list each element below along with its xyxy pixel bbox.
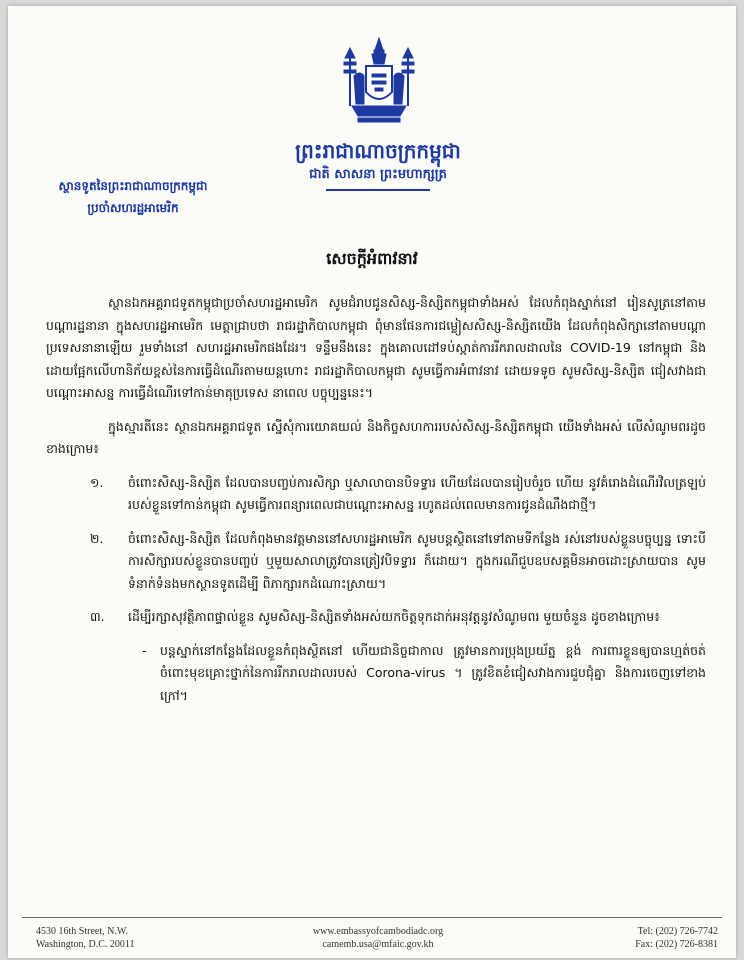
email-link[interactable]: camemb.usa@mfaic.gov.kh (322, 939, 434, 950)
item-text: ចំពោះសិស្ស-និស្សិត ដែលបានបញ្ចប់ការសិក្សា ឬសាលាបានបិទទ្វារ ហើយដែលបានរៀបចំរួច ហើយ នូវគំរោងដំណើរវិលត្រឡប់របស់ខ្លួនទៅកាន់កម្ពុជា សូមធ្វើការពន្យារពេលជាបណ្តោះអាសន្ន រហូតដល់ពេលមានការជូនដំណឹងជាថ្មី។ (128, 474, 706, 512)
bullet-text: បន្តស្នាក់នៅកន្លែងដែលខ្លួនកំពុងស្ថិតនៅ ហើយជានិច្ចជាកាល ត្រូវមានការប្រុងប្រយ័ត្ន ខ្ពង់ ការពារខ្លួនឲ្យបានហ្មត់ចត់ ចំពោះមុខគ្រោះថ្នាក់នៃការរីករាលដាលរបស់ Corona-virus ។ ត្រូវខិតខំជៀសវាងការជួបជុំគ្នា និងការចេញទៅខាងក្រៅ។ (160, 642, 706, 703)
bullet-dash: - (142, 642, 147, 658)
footer-divider (22, 917, 722, 918)
context-paragraph: ក្នុងស្មារតីនេះ ស្ថានឯកអគ្គរាជទូត ស្នើសុំការយោគយល់ និងកិច្ចសហការរបស់សិស្ស-និស្សិតកម្ពុជា យើងទាំងអស់ លើសំណូមពរដូចខាងក្រោម៖ (46, 418, 706, 456)
fax: Fax: (202) 726-8381 (635, 939, 718, 950)
letter-page (8, 6, 736, 958)
kingdom-title: ព្រះរាជាណាចក្រកម្ពុជា (295, 139, 461, 163)
address-line-2: Washington, D.C. 20011 (36, 939, 135, 950)
telephone: Tel: (202) 726-7742 (637, 926, 718, 937)
motto-divider (326, 189, 430, 191)
embassy-name: ស្ថានទូតនៃព្រះរាជាណាចក្រកម្ពុជា (58, 179, 208, 193)
item-number: ៣. (90, 609, 105, 624)
request-item-1 (46, 472, 706, 517)
royal-arms-emblem-icon (336, 36, 422, 128)
embassy-location: ប្រចាំសហរដ្ឋអាមេរិក (87, 201, 179, 215)
request-item-3 (46, 606, 706, 629)
item-number: ១. (90, 474, 104, 490)
footer-web (258, 925, 498, 951)
address-line-1: 4530 16th Street, N.W. (36, 926, 128, 937)
document-body (46, 292, 706, 707)
item-text: ចំពោះសិស្ស-និស្សិត ដែលកំពុងមានវត្តមាននៅសហរដ្ឋអាមេរិក សូមបន្តស្ថិតនៅទៅតាមទីកន្លែង រស់នៅរបស់ខ្លួនបច្ចុប្បន្ន ទោះបីការសិក្សារបស់ខ្លួនបានបញ្ចប់ ឬមួយសាលាត្រូវបានត្រៀវបិទទ្វារ ក៏ដោយ។ ក្នុងករណីជួបឧបសគ្គមិនអាចដោះស្រាយបាន សូមទំនាក់ទំនងមកស្ថានទូតដើម្បី ពិភាក្សារកដំណោះស្រាយ។ (128, 530, 706, 591)
safety-bullet (46, 640, 706, 708)
request-item-2 (46, 528, 706, 596)
document-title: សេចក្តីអំពាវនាវ (326, 249, 418, 268)
footer-phone (568, 925, 718, 951)
item-text: ដើម្បីរក្សាសុវត្ថិភាពផ្ទាល់ខ្លួន សូមសិស្ស-និស្សិតទាំងអស់យកចិត្តទុកដាក់អនុវត្តនូវសំណូមពរ មួយចំនួន ដូចខាងក្រោម៖ (128, 609, 660, 624)
item-number: ២. (90, 530, 104, 546)
website-link[interactable]: www.embassyofcambodiadc.org (312, 926, 444, 937)
intro-paragraph: ស្ថានឯកអគ្គរាជទូតកម្ពុជាប្រចាំសហរដ្ឋអាមេរិក សូមជំរាបជូនសិស្ស-និស្សិតកម្ពុជាទាំងអស់ ដែលកំពុងស្នាក់នៅ រៀនសូត្រនៅតាមបណ្តារដ្ឋនានា ក្នុងសហរដ្ឋអាមេរិក មេត្តាជ្រាបថា រាជរដ្ឋាភិបាលកម្ពុជា ពុំមានផែនការជម្លៀសសិស្ស-និស្សិតយើង ដែលកំពុងសិក្សានៅតាមបណ្តាប្រទេសនានាឡើយ រួមទាំងនៅ សហរដ្ឋអាមេរិកផងដែរ។ ទន្ទឹមនឹងនេះ ក្នុងគោលដៅទប់ស្កាត់ការរីករាលដាលនៃ COVID-19 នៅកម្ពុជា និងដោយផ្អែកលើហានិភ័យខ្ពស់នៃការធ្វើដំណើរតាមយន្តហោះ រាជរដ្ឋាភិបាលកម្ពុជា សូមធ្វើការអំពាវនាវ ដោយទទូច សូមសិស្ស-និស្សិត ជៀសវាងជាបណ្តោះអាសន្ន ការធ្វើដំណើរទៅកាន់មាតុប្រទេស នាពេល បច្ចុប្បន្ននេះ។ (46, 295, 706, 400)
footer-address (36, 925, 135, 951)
kingdom-motto: ជាតិ សាសនា ព្រះមហាក្សត្រ (309, 167, 447, 182)
